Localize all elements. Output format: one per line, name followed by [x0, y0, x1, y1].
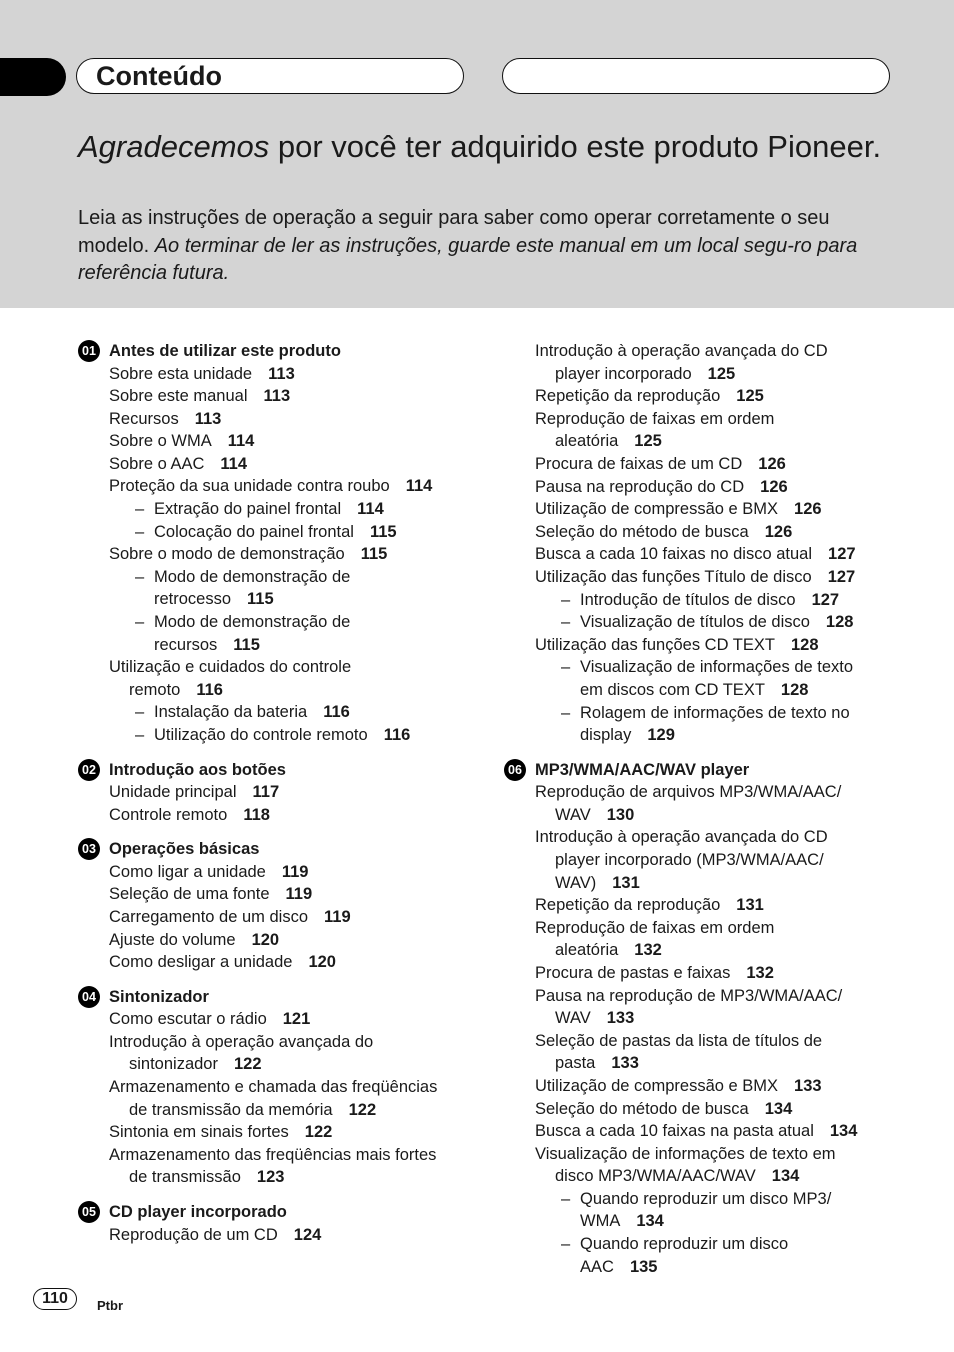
entry-dash: –: [561, 613, 571, 632]
header-empty-frame: [502, 58, 890, 94]
entry-text-line: Proteção da sua unidade contra roubo 114: [109, 477, 433, 496]
page-ref: 114: [357, 500, 384, 519]
toc-entry[interactable]: [504, 408, 924, 453]
entry-text-line: Seleção de pastas da lista de títulos de: [535, 1031, 823, 1050]
toc-subentry[interactable]: [504, 656, 924, 701]
toc-entry[interactable]: [504, 1075, 924, 1098]
entry-text-line: Utilização das funções CD TEXT 128: [535, 635, 819, 654]
entry-text-line: Como ligar a unidade 119: [109, 862, 309, 881]
page-ref: 127: [828, 545, 856, 564]
entry-text-line: Visualização de informações de texto: [580, 658, 854, 677]
toc-entry[interactable]: [78, 453, 498, 476]
toc-entry[interactable]: [78, 363, 498, 386]
page-ref: 120: [251, 930, 280, 949]
entry-text-line: Repetição da reprodução 125: [535, 387, 764, 406]
entry-dash: –: [135, 500, 145, 519]
entry-text-line: Armazenamento das freqüências mais fortes: [109, 1145, 437, 1164]
page-ref: 133: [606, 1009, 635, 1028]
entry-text-line: Busca a cada 10 faixas no disco atual 127: [535, 545, 856, 564]
entry-text-line: AAC 135: [580, 1257, 658, 1276]
toc-entry[interactable]: [504, 781, 924, 826]
toc-entry[interactable]: [78, 385, 498, 408]
toc-subentry[interactable]: [78, 498, 498, 521]
entry-text-line: Seleção do método de busca 126: [535, 522, 793, 541]
page-ref: 127: [827, 567, 856, 586]
entry-dash: –: [561, 590, 571, 609]
page-ref: 126: [758, 454, 786, 473]
page-ref: 132: [634, 941, 662, 960]
page-ref: 116: [196, 680, 223, 699]
toc-subentry[interactable]: [504, 1233, 924, 1278]
section-title: Antes de utilizar este produto: [109, 342, 341, 360]
toc-entry[interactable]: [504, 521, 924, 544]
toc-entry[interactable]: [504, 962, 924, 985]
section-number-badge: 06: [504, 759, 526, 781]
toc-entry[interactable]: [504, 498, 924, 521]
toc-subentry[interactable]: [504, 611, 924, 634]
page-ref: 124: [293, 1225, 322, 1244]
entry-dash: –: [135, 703, 145, 722]
entry-dash: –: [135, 567, 145, 586]
entry-text-line: Controle remoto 118: [109, 805, 270, 824]
page-ref: 125: [736, 387, 764, 406]
entry-text-line: Sobre este manual 113: [109, 387, 291, 406]
entry-text-line: Seleção de uma fonte 119: [109, 885, 313, 904]
page-ref: 126: [794, 500, 822, 519]
entry-text-line: Instalação da bateria 116: [154, 703, 350, 722]
toc-entry[interactable]: [78, 656, 498, 701]
toc-entry[interactable]: [78, 1144, 498, 1189]
toc-entry[interactable]: [78, 430, 498, 453]
page-ref: 116: [323, 703, 350, 722]
entry-text-line: Como escutar o rádio 121: [109, 1010, 311, 1029]
section-number-badge: 03: [78, 838, 100, 860]
toc-entry[interactable]: [504, 1098, 924, 1121]
toc-entry[interactable]: [504, 543, 924, 566]
page-ref: 125: [707, 364, 736, 383]
intro-italic: Ao terminar de ler as instruções, guarde este manual em um local segu-ro para referência futura.: [78, 234, 858, 284]
page-ref: 131: [612, 873, 640, 892]
page-ref: 119: [285, 885, 313, 904]
toc-entry[interactable]: [78, 1031, 498, 1076]
entry-text-line: Reprodução de arquivos MP3/WMA/AAC/: [535, 783, 842, 802]
section-number-badge: 04: [78, 986, 100, 1008]
toc-entry[interactable]: [78, 1224, 498, 1247]
toc-entry[interactable]: [78, 1008, 498, 1031]
entry-text-line: Utilização de compressão e BMX 126: [535, 500, 822, 519]
entry-text-line: Carregamento de um disco 119: [109, 907, 351, 926]
toc-subentry[interactable]: [78, 724, 498, 747]
toc-entry[interactable]: [504, 985, 924, 1030]
entry-text-line: Introdução à operação avançada do CD: [535, 828, 828, 847]
entry-text-line: Ajuste do volume 120: [109, 930, 280, 949]
page-ref: 117: [252, 783, 280, 802]
toc-entry[interactable]: [78, 861, 498, 884]
entry-dash: –: [561, 1235, 571, 1254]
page-ref: 127: [811, 590, 840, 609]
entry-text-line: de transmissão da memória 122: [129, 1100, 377, 1119]
entry-text-line: Modo de demonstração de: [154, 613, 351, 632]
section-tab-marker: [0, 58, 66, 96]
entry-text-line: WAV) 131: [555, 873, 640, 892]
toc-section-heading: [78, 340, 498, 363]
page-ref: 113: [263, 387, 291, 406]
entry-text-line: WMA 134: [580, 1212, 664, 1231]
toc-entry[interactable]: [504, 826, 924, 894]
page-ref: 122: [304, 1123, 333, 1142]
entry-dash: –: [561, 658, 571, 677]
entry-text-line: Modo de demonstração de: [154, 567, 351, 586]
entry-dash: –: [135, 726, 145, 744]
entry-text-line: WAV 130: [555, 805, 635, 824]
entry-text-line: Sobre esta unidade 113: [109, 364, 295, 383]
entry-text-line: Utilização das funções Título de disco 127: [535, 567, 856, 586]
toc-entry[interactable]: [78, 804, 498, 827]
toc-subentry[interactable]: [78, 611, 498, 656]
entry-text-line: Visualização de títulos de disco 128: [580, 613, 854, 632]
entry-text-line: Quando reproduzir um disco: [580, 1235, 789, 1254]
page-ref: 114: [220, 454, 248, 473]
headline-italic: Agradecemos: [78, 129, 270, 164]
entry-text-line: Recursos 113: [109, 409, 222, 428]
page-ref: 133: [794, 1076, 822, 1095]
entry-text-line: Reprodução de faixas em ordem: [535, 409, 775, 428]
page-ref: 115: [360, 545, 388, 564]
toc-entry[interactable]: [504, 385, 924, 408]
page-number: 110: [33, 1288, 77, 1310]
page-ref: 126: [760, 477, 788, 496]
entry-text-line: pasta 133: [555, 1054, 639, 1073]
toc-entry[interactable]: [78, 951, 498, 974]
headline-rest: por você ter adquirido este produto Pioneer.: [269, 129, 882, 164]
entry-text-line: disco MP3/WMA/AAC/WAV 134: [555, 1167, 800, 1186]
toc-section-heading: [78, 986, 498, 1009]
toc-entry[interactable]: [78, 543, 498, 566]
page-ref: 116: [383, 726, 411, 744]
page-ref: 128: [780, 680, 809, 699]
entry-text-line: Armazenamento e chamada das freqüências: [109, 1078, 438, 1097]
entry-text-line: Rolagem de informações de texto no: [580, 703, 850, 722]
entry-text-line: Sintonia em sinais fortes 122: [109, 1123, 333, 1142]
entry-dash: –: [561, 703, 571, 722]
page-ref: 134: [829, 1122, 858, 1141]
entry-text-line: Reprodução de faixas em ordem: [535, 918, 775, 937]
entry-text-line: Utilização do controle remoto 116: [154, 726, 411, 744]
toc-entry[interactable]: [504, 917, 924, 962]
entry-text-line: Seleção do método de busca 134: [535, 1099, 793, 1118]
toc-subentry[interactable]: [78, 701, 498, 724]
page-ref: 119: [324, 907, 351, 926]
toc-entry[interactable]: [78, 1076, 498, 1121]
section-title: MP3/WMA/AAC/WAV player: [535, 760, 750, 779]
toc-entry[interactable]: [504, 894, 924, 917]
section-title: Operações básicas: [109, 840, 260, 859]
entry-dash: –: [135, 522, 145, 541]
language-code: Ptbr: [97, 1298, 123, 1313]
toc-section-heading: [78, 1201, 498, 1224]
page-ref: 135: [629, 1257, 658, 1276]
entry-text-line: Quando reproduzir um disco MP3/: [580, 1189, 832, 1208]
page-ref: 113: [268, 364, 295, 383]
page-ref: 134: [636, 1212, 664, 1231]
entry-text-line: Introdução à operação avançada do CD: [535, 342, 828, 360]
toc-entry[interactable]: [504, 453, 924, 476]
entry-text-line: display 129: [580, 726, 675, 745]
entry-text-line: Reprodução de um CD 124: [109, 1225, 322, 1244]
entry-text-line: Introdução à operação avançada do: [109, 1032, 374, 1051]
toc-subentry[interactable]: [504, 702, 924, 747]
page-ref: 123: [256, 1168, 285, 1187]
page-ref: 125: [634, 432, 662, 451]
headline: [78, 129, 898, 164]
page-ref: 114: [227, 432, 255, 451]
page-ref: 134: [771, 1167, 800, 1186]
toc-subentry[interactable]: [504, 589, 924, 612]
toc-right-column: [504, 340, 924, 1278]
page-ref: 128: [825, 613, 854, 632]
entry-text-line: aleatória 132: [555, 941, 662, 960]
section-number-badge: 01: [78, 340, 100, 362]
toc-entry[interactable]: [78, 1121, 498, 1144]
page-ref: 122: [348, 1100, 377, 1119]
toc-entry[interactable]: [504, 340, 924, 385]
entry-text-line: Utilização e cuidados do controle: [109, 658, 352, 677]
section-number-badge: 05: [78, 1201, 100, 1223]
entry-text-line: WAV 133: [555, 1009, 635, 1028]
toc-entry[interactable]: [504, 566, 924, 589]
page-ref: 132: [746, 963, 774, 982]
entry-text-line: Como desligar a unidade 120: [109, 953, 336, 972]
page-ref: 115: [369, 522, 397, 541]
page-ref: 114: [405, 477, 433, 496]
entry-dash: –: [561, 1189, 571, 1208]
entry-text-line: Extração do painel frontal 114: [154, 500, 384, 519]
entry-text-line: Procura de pastas e faixas 132: [535, 963, 774, 982]
page-title: Conteúdo: [96, 61, 222, 91]
toc-entry[interactable]: [78, 408, 498, 431]
toc-entry[interactable]: [78, 906, 498, 929]
toc-entry[interactable]: [78, 475, 498, 498]
entry-text-line: player incorporado 125: [555, 364, 736, 383]
page-ref: 134: [764, 1099, 793, 1118]
section-number-badge: 02: [78, 759, 100, 781]
toc-subentry[interactable]: [504, 1188, 924, 1233]
entry-text-line: Visualização de informações de texto em: [535, 1144, 836, 1163]
toc-entry[interactable]: [78, 929, 498, 952]
entry-text-line: Introdução de títulos de disco 127: [580, 590, 840, 609]
entry-text-line: Repetição da reprodução 131: [535, 896, 764, 915]
page-ref: 119: [281, 862, 309, 881]
entry-text-line: sintonizador 122: [129, 1055, 262, 1074]
toc-entry[interactable]: [504, 1120, 924, 1143]
toc-entry[interactable]: [504, 1030, 924, 1075]
entry-text-line: aleatória 125: [555, 432, 662, 451]
intro-normal: Leia as instruções de operação a seguir para saber como operar corretamente o seu modelo.: [78, 207, 830, 257]
entry-text-line: de transmissão 123: [129, 1168, 285, 1187]
page-ref: 126: [764, 522, 793, 541]
entry-text-line: Pausa na reprodução de MP3/WMA/AAC/: [535, 986, 843, 1005]
entry-text-line: Sobre o modo de demonstração 115: [109, 545, 388, 564]
entry-dash: –: [135, 613, 145, 632]
toc-entry[interactable]: [78, 781, 498, 804]
toc-left-column: [78, 340, 498, 1246]
page-ref: 121: [282, 1010, 311, 1029]
page-ref: 113: [194, 409, 222, 428]
page-ref: 130: [606, 805, 635, 824]
page-ref: 133: [611, 1054, 639, 1073]
toc-entry[interactable]: [504, 634, 924, 657]
section-title: CD player incorporado: [109, 1203, 287, 1221]
entry-text-line: em discos com CD TEXT 128: [580, 680, 809, 699]
page-ref: 128: [790, 635, 819, 654]
page-ref: 131: [736, 896, 764, 915]
intro-paragraph: [78, 205, 898, 288]
toc-section-heading: [78, 838, 498, 861]
entry-text-line: Pausa na reprodução do CD 126: [535, 477, 788, 496]
entry-text-line: Procura de faixas de um CD 126: [535, 454, 786, 473]
page-ref: 129: [647, 726, 675, 745]
page-ref: 120: [308, 953, 336, 972]
toc-entry[interactable]: [504, 476, 924, 499]
page-ref: 115: [233, 635, 260, 654]
entry-text-line: remoto 116: [129, 680, 223, 699]
page-ref: 115: [247, 590, 274, 609]
entry-text-line: player incorporado (MP3/WMA/AAC/: [555, 850, 824, 869]
toc-subentry[interactable]: [78, 521, 498, 544]
section-title: Sintonizador: [109, 987, 209, 1006]
entry-text-line: Busca a cada 10 faixas na pasta atual 134: [535, 1122, 858, 1141]
entry-text-line: Colocação do painel frontal 115: [154, 522, 397, 541]
toc-entry[interactable]: [504, 1143, 924, 1188]
entry-text-line: Unidade principal 117: [109, 783, 280, 802]
section-title: Introdução aos botões: [109, 760, 286, 779]
entry-text-line: retrocesso 115: [154, 590, 274, 609]
toc-entry[interactable]: [78, 883, 498, 906]
toc-section-heading: [78, 759, 498, 782]
page-ref: 122: [233, 1055, 262, 1074]
page-ref: 118: [243, 805, 270, 824]
entry-text-line: Sobre o AAC 114: [109, 454, 248, 473]
entry-text-line: Sobre o WMA 114: [109, 432, 255, 451]
entry-text-line: Utilização de compressão e BMX 133: [535, 1076, 822, 1095]
toc-subentry[interactable]: [78, 566, 498, 611]
toc-section-heading: [504, 759, 924, 782]
entry-text-line: recursos 115: [154, 635, 260, 654]
